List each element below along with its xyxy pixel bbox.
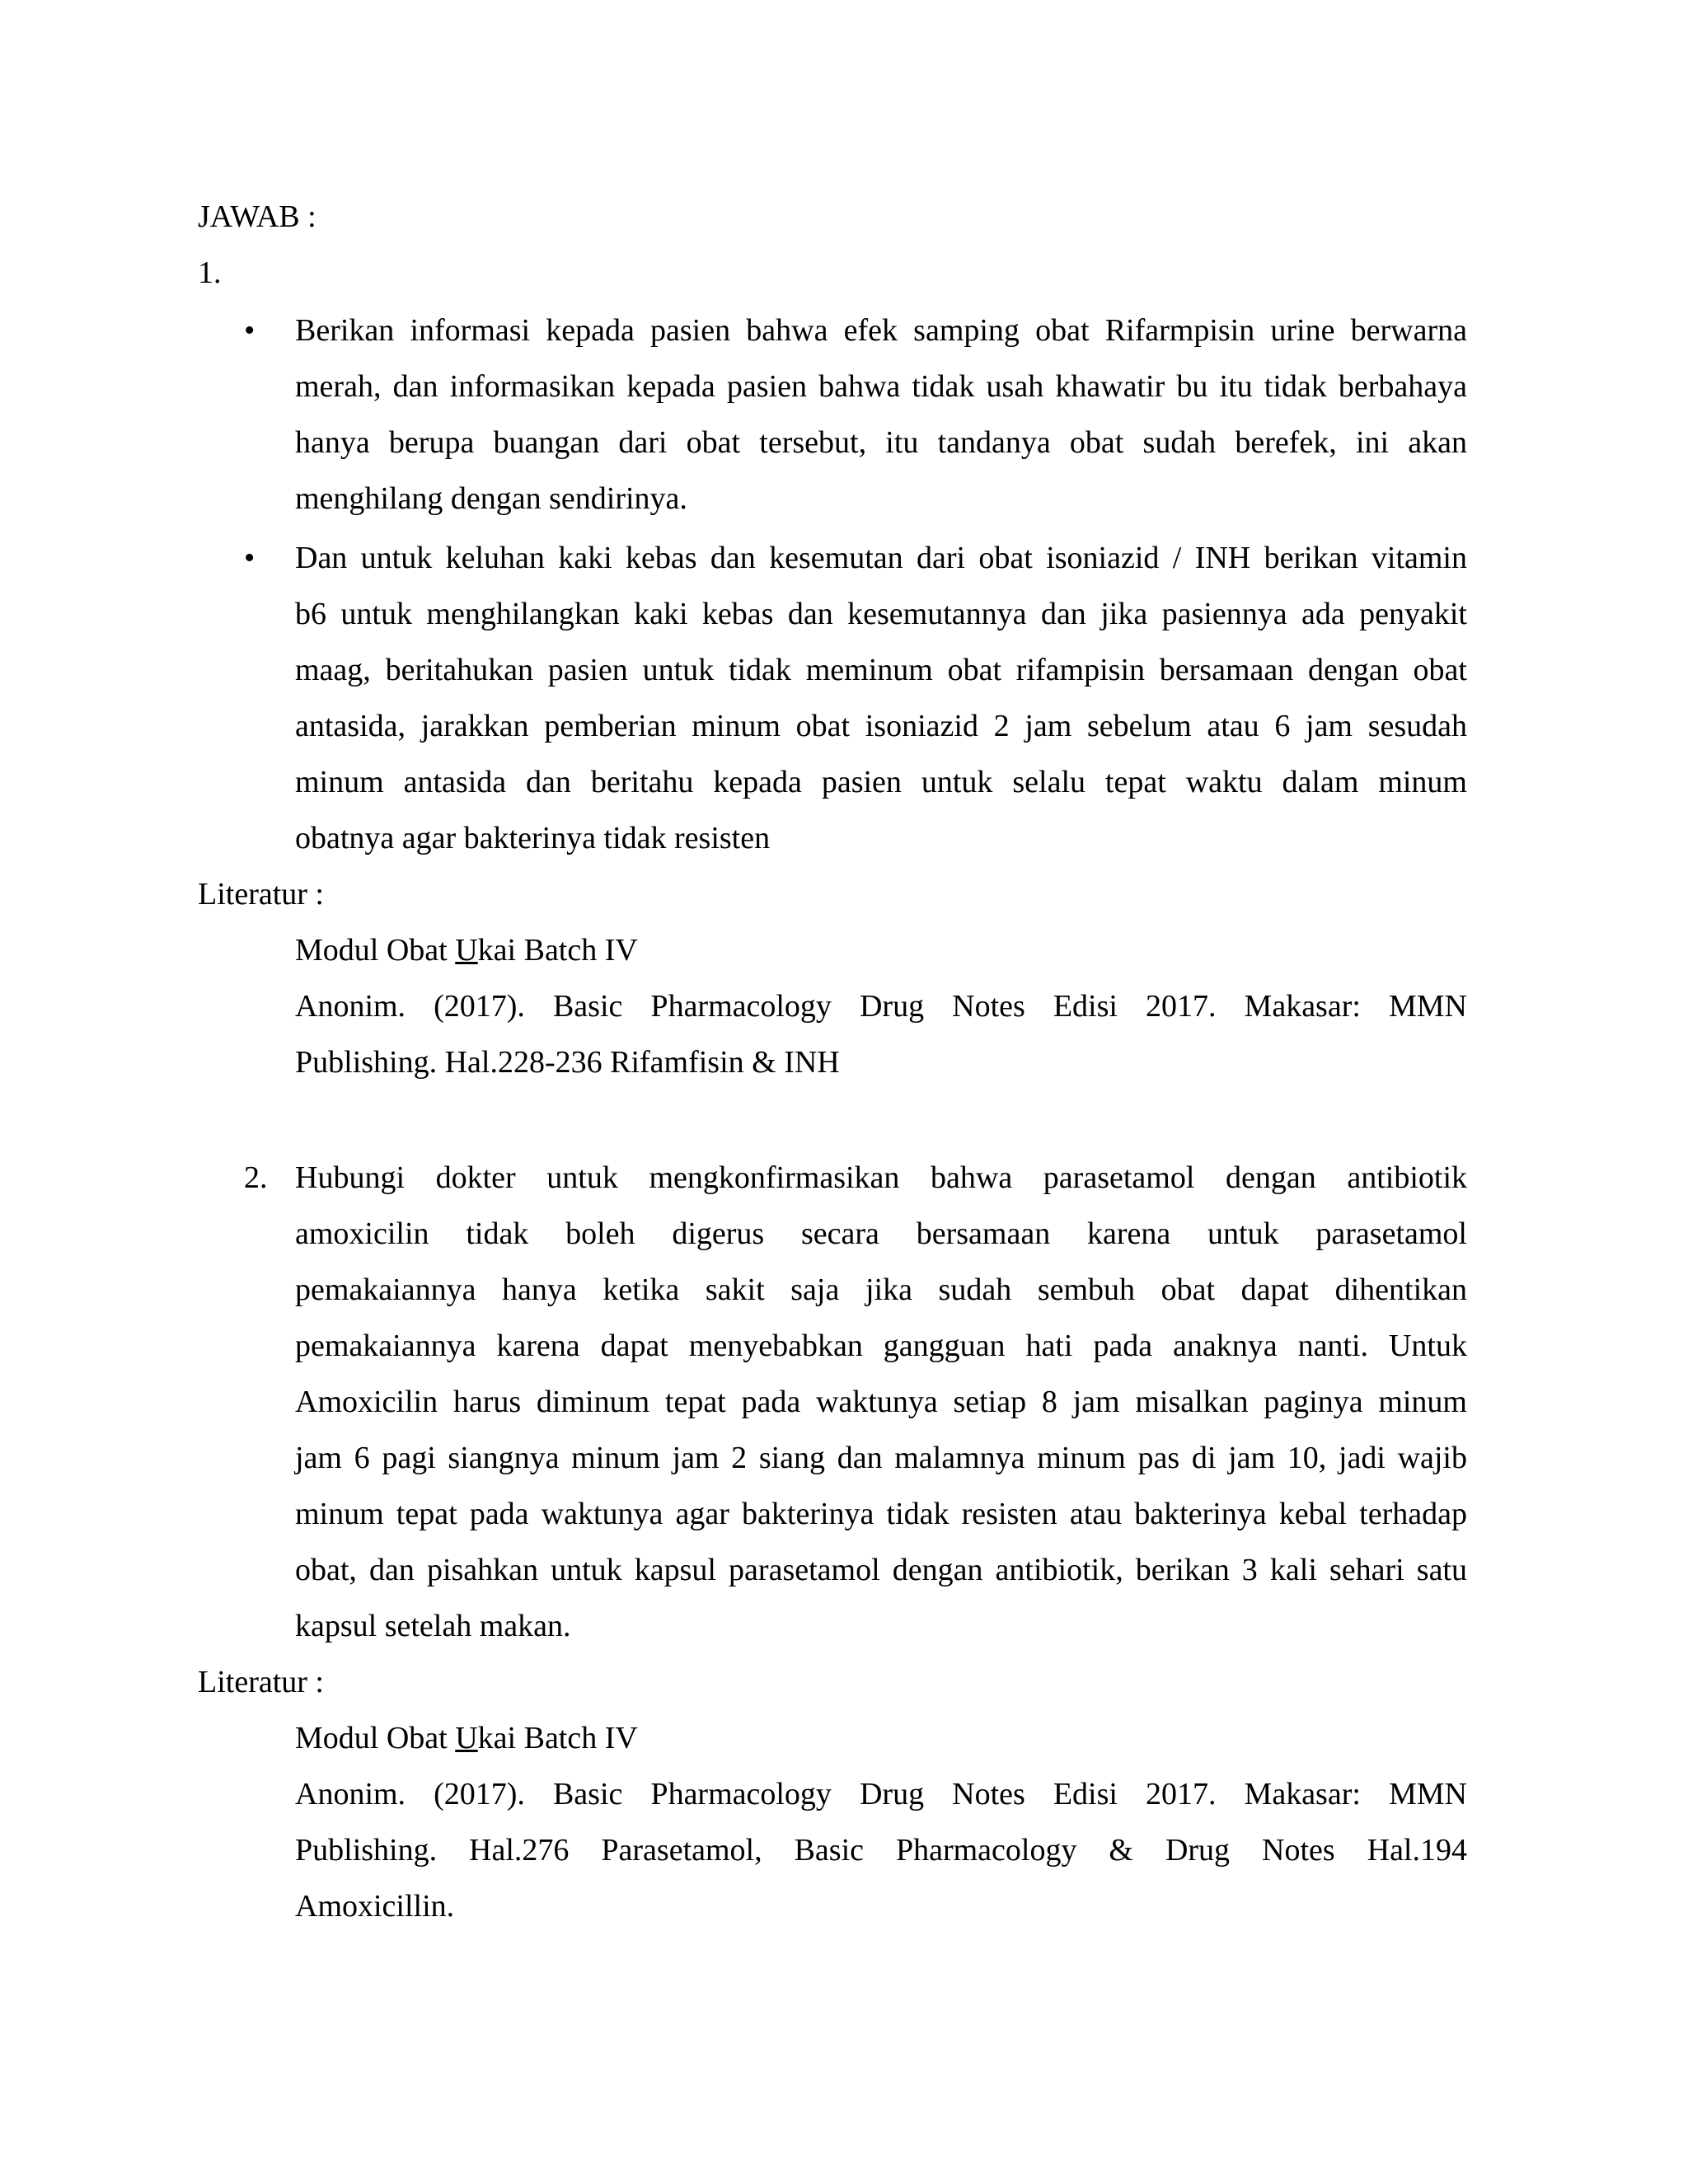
- question-2-line-2: amoxicilin tidak boleh digerus secara bersamaan karena untuk parasetamol: [295, 1216, 1467, 1251]
- question-2-line-4: pemakaiannya karena dapat menyebabkan gangguan hati pada anaknya nanti. Untuk: [295, 1329, 1467, 1363]
- literature-1-ref-line-2: Publishing. Hal.228-236 Rifamfisin & INH: [295, 1045, 840, 1080]
- question-1-number: 1.: [198, 255, 222, 290]
- literature-1-modul: Modul Obat Ukai Batch IV: [295, 933, 638, 968]
- bullet-2-line-5: minum antasida dan beritahu kepada pasien untuk selalu tepat waktu dalam minum: [295, 765, 1467, 799]
- question-2-line-8: obat, dan pisahkan untuk kapsul parasetamol dengan antibiotik, berikan 3 kali sehari satu: [295, 1553, 1467, 1587]
- bullet-2-line-6: obatnya agar bakterinya tidak resisten: [295, 821, 771, 855]
- question-2-line-5: Amoxicilin harus diminum tepat pada waktunya setiap 8 jam misalkan paginya minum: [295, 1385, 1467, 1419]
- question-2-line-9: kapsul setelah makan.: [295, 1609, 571, 1643]
- literature-1-label: Literatur :: [198, 877, 324, 912]
- literature-2-ref-line-3: Amoxicillin.: [295, 1889, 455, 1924]
- literature-2-ref-line-2: Publishing. Hal.276 Parasetamol, Basic Pharmacology & Drug Notes Hal.194: [295, 1833, 1467, 1868]
- question-2-line-6: jam 6 pagi siangnya minum jam 2 siang dan malamnya minum pas di jam 10, jadi wajib: [295, 1441, 1467, 1475]
- literature-2-label: Literatur :: [198, 1665, 324, 1699]
- bullet-1-line-1: Berikan informasi kepada pasien bahwa efek samping obat Rifarmpisin urine berwarna: [295, 313, 1467, 348]
- literature-2-ref-line-1: Anonim. (2017). Basic Pharmacology Drug Notes Edisi 2017. Makasar: MMN: [295, 1777, 1467, 1811]
- answer-heading: JAWAB :: [198, 199, 316, 234]
- bullet-1-line-4: menghilang dengan sendirinya.: [295, 481, 687, 516]
- bullet-1-line-2: merah, dan informasikan kepada pasien bahwa tidak usah khawatir bu itu tidak berbahaya: [295, 369, 1467, 404]
- question-2-number: 2.: [244, 1160, 268, 1195]
- bullet-1-symbol: •: [244, 313, 256, 348]
- question-2-line-1: Hubungi dokter untuk mengkonfirmasikan bahwa parasetamol dengan antibiotik: [295, 1160, 1467, 1195]
- bullet-2-symbol: •: [244, 541, 256, 575]
- question-2-line-3: pemakaiannya hanya ketika sakit saja jika sudah sembuh obat dapat dihentikan: [295, 1272, 1467, 1307]
- literature-1-ref-line-1: Anonim. (2017). Basic Pharmacology Drug Notes Edisi 2017. Makasar: MMN: [295, 989, 1467, 1024]
- literature-2-modul: Modul Obat Ukai Batch IV: [295, 1721, 638, 1755]
- question-2-line-7: minum tepat pada waktunya agar bakterinya tidak resisten atau bakterinya kebal terhadap: [295, 1497, 1467, 1531]
- bullet-2-line-2: b6 untuk menghilangkan kaki kebas dan kesemutannya dan jika pasiennya ada penyakit: [295, 597, 1467, 631]
- bullet-2-line-3: maag, beritahukan pasien untuk tidak meminum obat rifampisin bersamaan dengan obat: [295, 653, 1467, 687]
- bullet-2-line-1: Dan untuk keluhan kaki kebas dan kesemutan dari obat isoniazid / INH berikan vitamin: [295, 541, 1467, 575]
- bullet-1-line-3: hanya berupa buangan dari obat tersebut, itu tandanya obat sudah berefek, ini akan: [295, 425, 1467, 460]
- bullet-2-line-4: antasida, jarakkan pemberian minum obat isoniazid 2 jam sebelum atau 6 jam sesudah: [295, 709, 1467, 743]
